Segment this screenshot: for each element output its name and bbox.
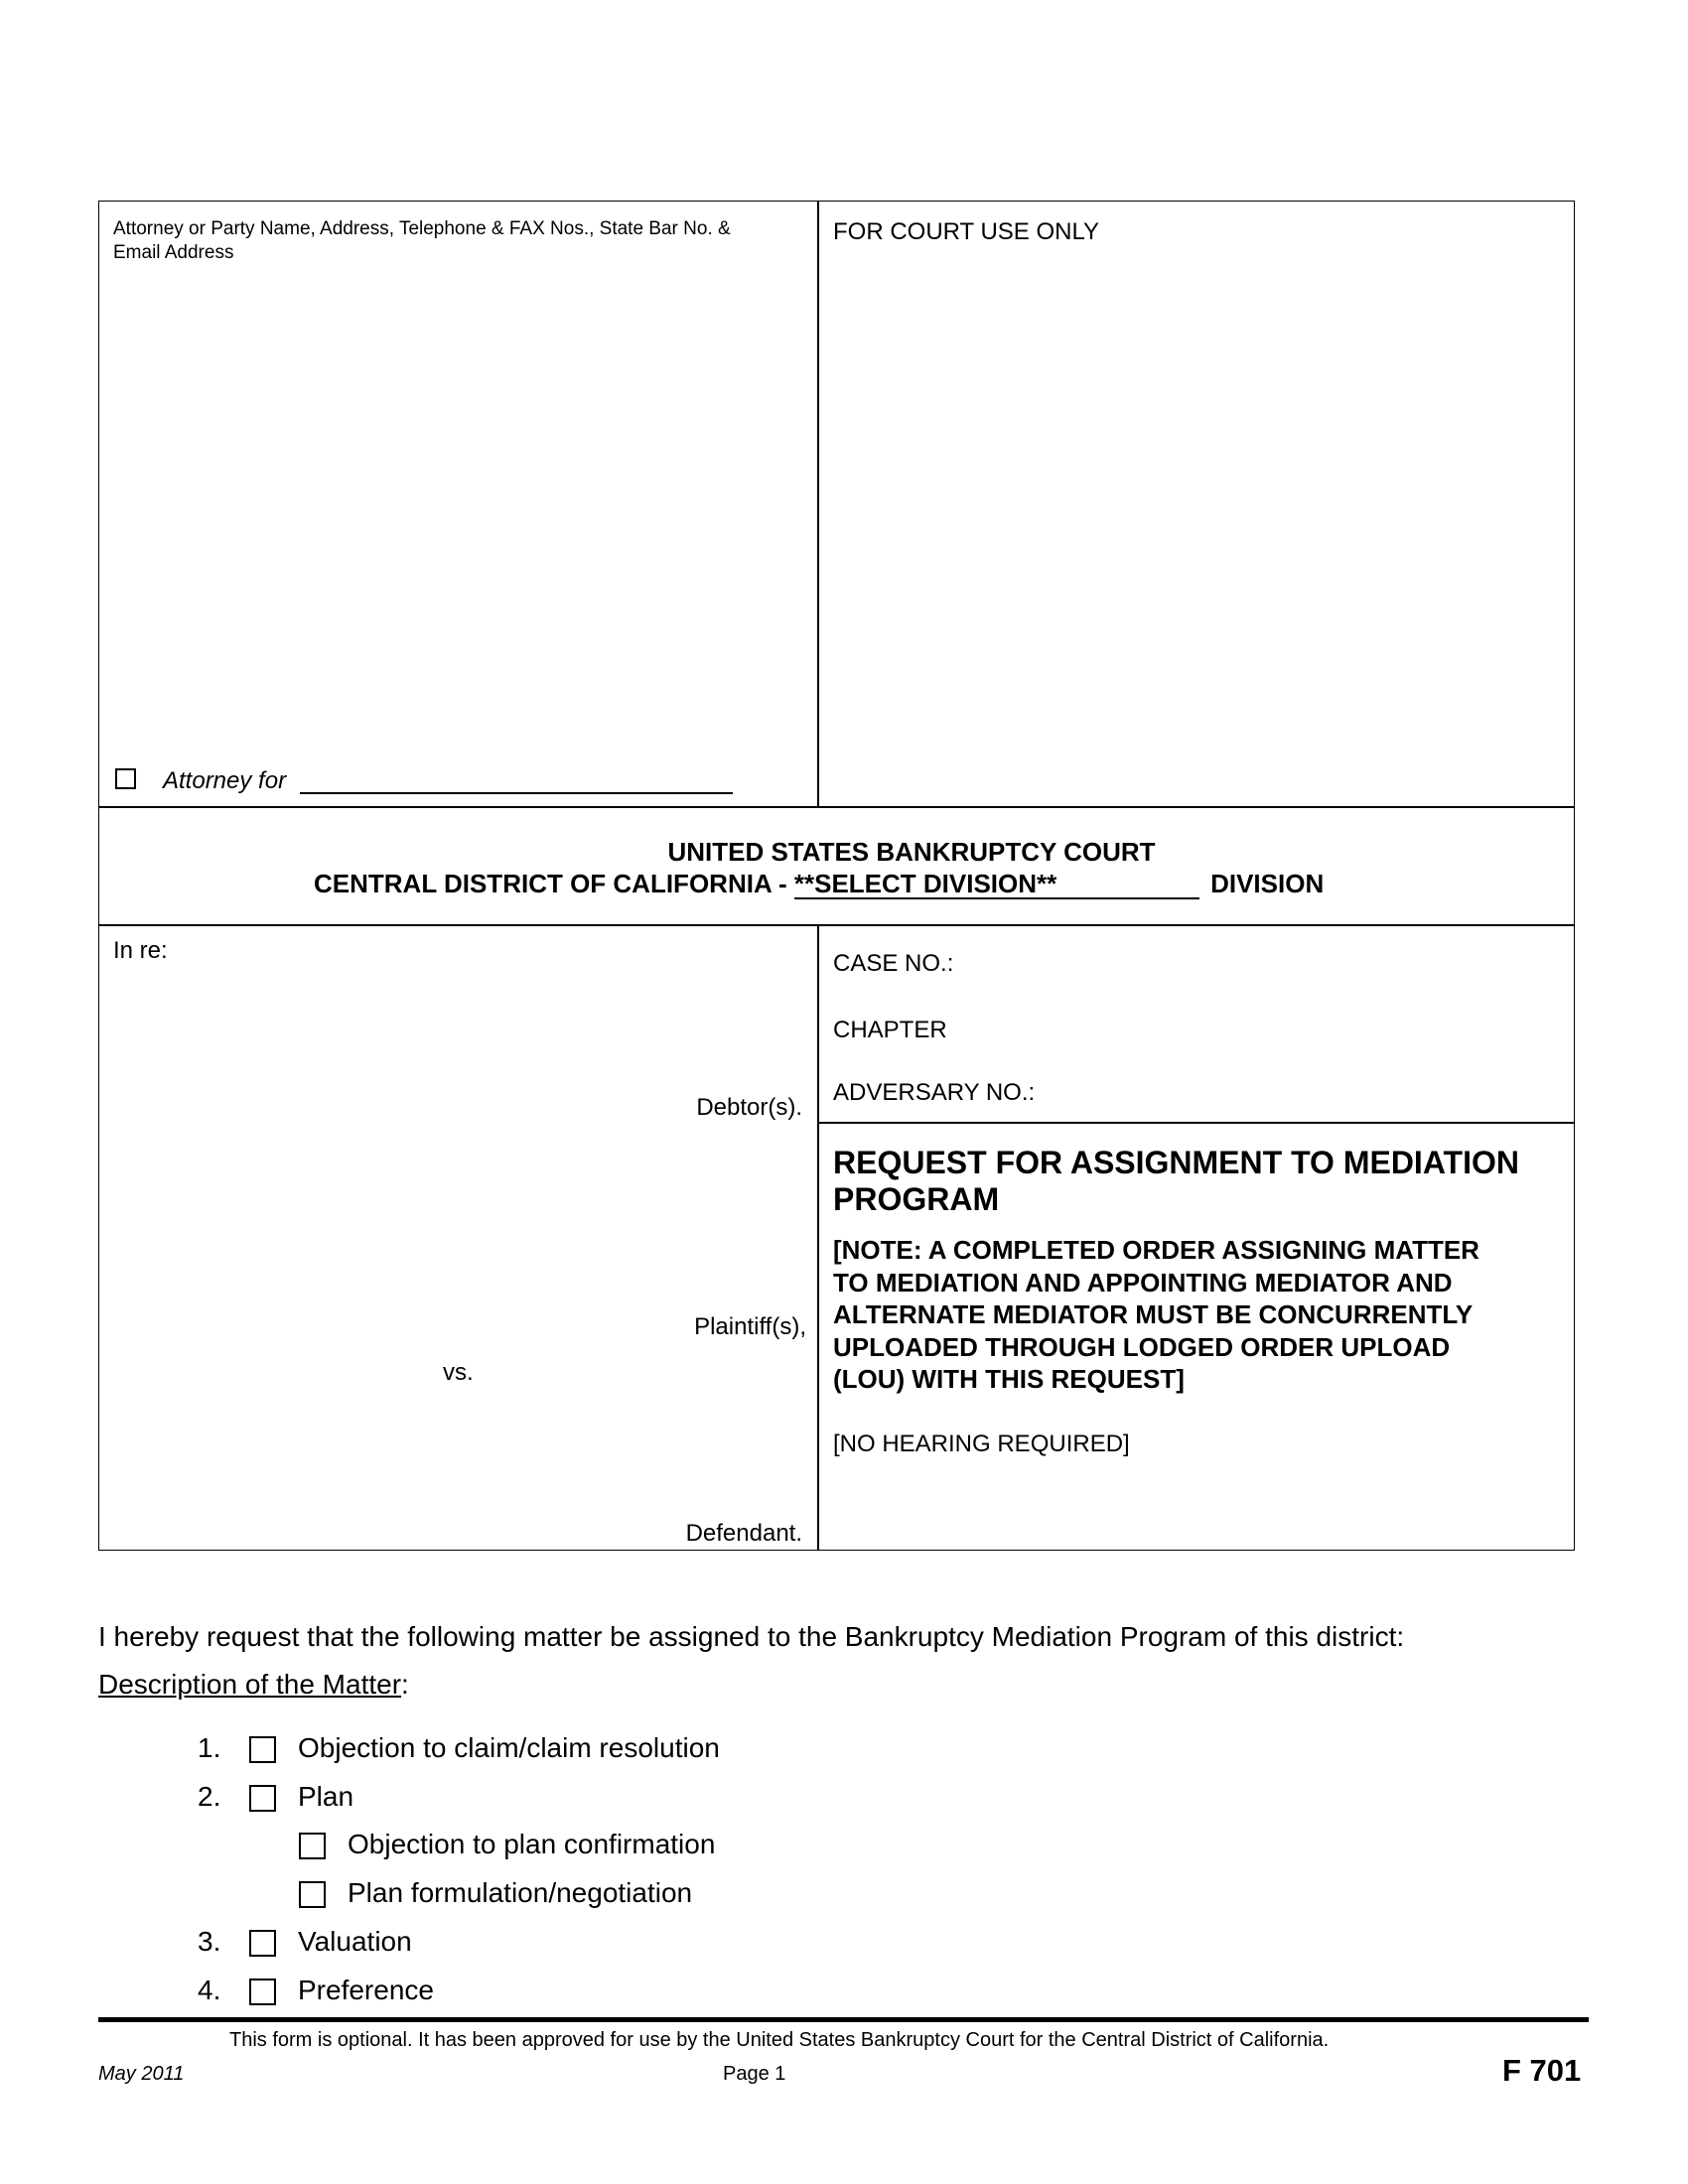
footer-notice: This form is optional. It has been approved for use by the United States Bankruptcy Court for the Central District of California.	[229, 2029, 1330, 2051]
item-number: 4.	[198, 1975, 221, 2005]
attorney-for-field[interactable]	[300, 792, 733, 794]
item-label: Objection to claim/claim resolution	[298, 1732, 720, 1763]
court-district-line	[314, 869, 1324, 899]
item-checkbox[interactable]	[249, 1930, 276, 1957]
note-line: [NOTE: A COMPLETED ORDER ASSIGNING MATTER	[833, 1235, 1479, 1265]
description-label: Description of the Matter	[98, 1669, 402, 1700]
item-label: Objection to plan confirmation	[348, 1829, 716, 1859]
no-hearing-label: [NO HEARING REQUIRED]	[833, 1431, 1130, 1457]
footer-form-number: F 701	[1502, 2053, 1582, 2088]
item-checkbox[interactable]	[249, 1785, 276, 1812]
note-line: ALTERNATE MEDIATOR MUST BE CONCURRENTLY	[833, 1299, 1474, 1329]
request-statement: I hereby request that the following matter be assigned to the Bankruptcy Mediation Program of this district:	[98, 1621, 1405, 1652]
item-checkbox[interactable]	[249, 1736, 276, 1763]
footer-rule	[98, 2017, 1589, 2022]
note-line: TO MEDIATION AND APPOINTING MEDIATOR AND	[833, 1267, 1453, 1297]
court-use-label: FOR COURT USE ONLY	[833, 218, 1100, 245]
item-label: Valuation	[298, 1926, 412, 1957]
form-title-2: PROGRAM	[833, 1181, 1000, 1217]
footer-page: Page 1	[723, 2063, 786, 2085]
item-label: Plan	[298, 1781, 354, 1812]
attorney-label: Attorney or Party Name, Address, Telephone & FAX Nos., State Bar No. &	[113, 218, 731, 239]
plaintiff-label: Plaintiff(s),	[694, 1313, 806, 1340]
chapter-label: CHAPTER	[833, 1017, 947, 1043]
district-prefix: CENTRAL DISTRICT OF CALIFORNIA -	[314, 869, 794, 898]
footer-date: May 2011	[98, 2063, 185, 2085]
item-checkbox[interactable]	[299, 1833, 326, 1859]
divider	[98, 924, 1575, 926]
item-checkbox[interactable]	[299, 1881, 326, 1908]
description-colon: :	[401, 1669, 409, 1700]
attorney-for-label: Attorney for	[163, 767, 287, 794]
description-heading	[98, 1669, 409, 1701]
item-number: 3.	[198, 1926, 221, 1957]
adversary-no-label: ADVERSARY NO.:	[833, 1079, 1036, 1106]
case-no-label: CASE NO.:	[833, 950, 954, 977]
divider	[98, 806, 1575, 808]
note-line: (LOU) WITH THIS REQUEST]	[833, 1364, 1185, 1394]
item-label: Plan formulation/negotiation	[348, 1877, 693, 1908]
debtor-label: Debtor(s).	[696, 1094, 802, 1121]
defendant-label: Defendant.	[685, 1520, 802, 1547]
court-name: UNITED STATES BANKRUPTCY COURT	[667, 837, 1156, 867]
item-number: 2.	[198, 1781, 221, 1812]
vs-label: vs.	[443, 1359, 474, 1386]
division-suffix: DIVISION	[1210, 869, 1325, 898]
form-title: REQUEST FOR ASSIGNMENT TO MEDIATION	[833, 1145, 1519, 1180]
item-checkbox[interactable]	[249, 1979, 276, 2005]
form-note	[833, 1234, 1479, 1396]
division-select[interactable]: **SELECT DIVISION**	[794, 870, 1199, 899]
divider	[817, 1122, 1575, 1124]
in-re-label: In re:	[113, 937, 168, 964]
divider	[817, 201, 819, 807]
attorney-label-2: Email Address	[113, 242, 234, 263]
note-line: UPLOADED THROUGH LODGED ORDER UPLOAD	[833, 1331, 1451, 1362]
divider	[817, 924, 819, 1551]
attorney-for-checkbox[interactable]	[115, 768, 136, 789]
item-number: 1.	[198, 1732, 221, 1763]
item-label: Preference	[298, 1975, 434, 2005]
